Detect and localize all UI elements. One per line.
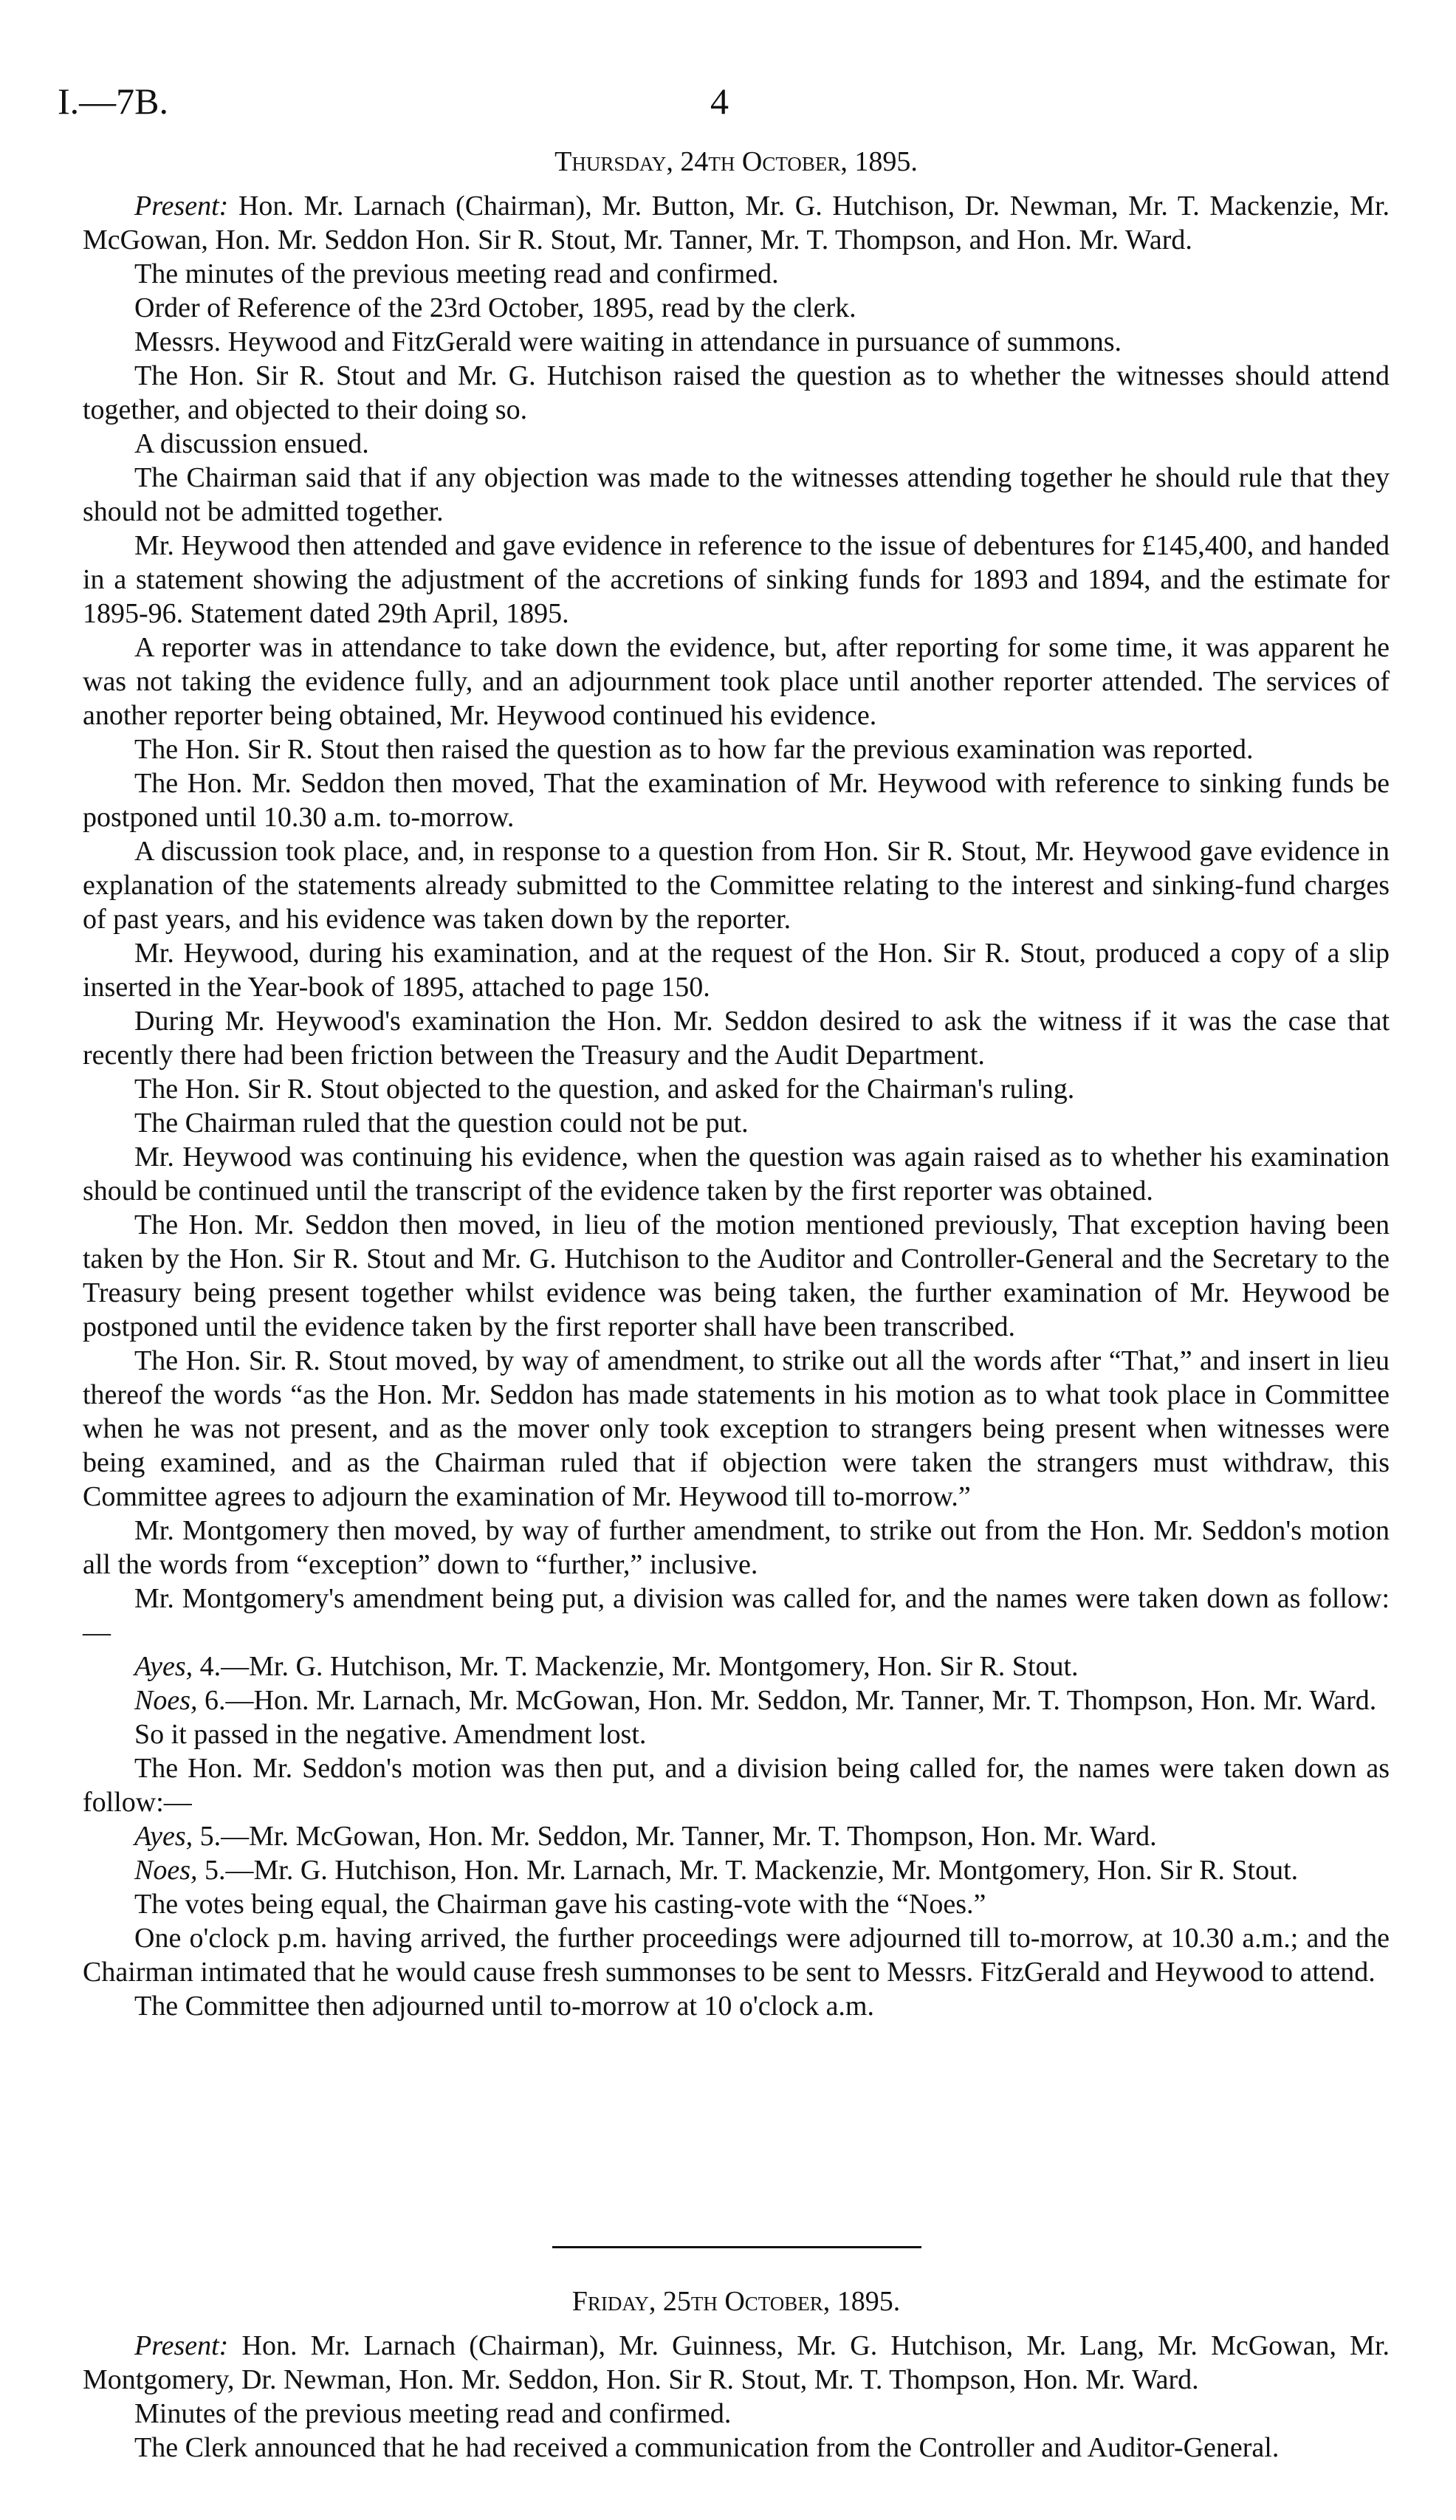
paragraph bbox=[83, 325, 1390, 359]
paragraph bbox=[83, 529, 1390, 631]
paragraph bbox=[83, 834, 1390, 936]
paragraph bbox=[83, 1751, 1390, 1819]
paragraph-text: Hon. Mr. Larnach (Chairman), Mr. Guinness, Mr. G. Hutchison, Mr. Lang, Mr. McGowan, Mr. Montgomery, Dr. Newman, Hon. Mr. Seddon, Hon. Sir R. Stout, Mr. T. Thompson, Hon. Mr. Ward. bbox=[83, 2330, 1390, 2395]
paragraph bbox=[83, 189, 1390, 257]
paragraph bbox=[83, 1344, 1390, 1514]
paragraph-text: The votes being equal, the Chairman gave his casting-vote with the “Noes.” bbox=[134, 1889, 986, 1920]
paragraph bbox=[83, 1887, 1390, 1921]
paragraph-text: A discussion ensued. bbox=[134, 428, 369, 459]
paragraph-lead: Noes, bbox=[134, 1685, 198, 1716]
paragraph bbox=[83, 1106, 1390, 1140]
paragraph-text: The Hon. Sir. R. Stout moved, by way of amendment, to strike out all the words after “That,” and insert in lieu thereof the words “as the Hon. Mr. Seddon has made statements in his motion as to what took place in Committee when he was not present, and as the mover only took exception to strangers being present when witnesses were being examined, and as the Chairman ruled that if objection were taken the strangers must withdraw, this Committee agrees to adjourn the examination of Mr. Heywood till to-morrow.” bbox=[83, 1345, 1390, 1512]
paragraph-text: Order of Reference of the 23rd October, 1895, read by the clerk. bbox=[134, 292, 856, 323]
paragraph-text: Hon. Mr. Larnach (Chairman), Mr. Button, Mr. G. Hutchison, Dr. Newman, Mr. T. Mackenzie, Mr. McGowan, Hon. Mr. Seddon Hon. Sir R. Stout, Mr. Tanner, Mr. T. Thompson, and Hon. Mr. Ward. bbox=[83, 190, 1390, 255]
paragraph bbox=[83, 1004, 1390, 1072]
paragraph-text: The Hon. Sir R. Stout then raised the question as to how far the previous examination was reported. bbox=[134, 734, 1254, 765]
paragraph bbox=[83, 257, 1390, 291]
paragraph-text: The Chairman ruled that the question could not be put. bbox=[134, 1108, 749, 1139]
paragraph bbox=[83, 936, 1390, 1004]
paragraph-text: Messrs. Heywood and FitzGerald were waiting in attendance in pursuance of summons. bbox=[134, 326, 1122, 357]
paragraph bbox=[83, 1208, 1390, 1344]
paragraph-lead: Present: bbox=[134, 2330, 229, 2361]
paragraph-text: A reporter was in attendance to take down the evidence, but, after reporting for some time, it was apparent he was not taking the evidence fully, and an adjournment took place until another reporter attended. The services of another reporter being obtained, Mr. Heywood continued his evidence. bbox=[83, 632, 1390, 731]
page-number: 4 bbox=[710, 80, 729, 122]
paragraph bbox=[83, 1989, 1390, 2023]
paragraph bbox=[83, 1582, 1390, 1649]
paragraph bbox=[83, 2329, 1390, 2397]
section-title: Friday, 25th October, 1895. bbox=[571, 2286, 901, 2317]
paragraph bbox=[83, 1514, 1390, 1582]
paragraph-text: 5.—Mr. McGowan, Hon. Mr. Seddon, Mr. Tanner, Mr. T. Thompson, Hon. Mr. Ward. bbox=[193, 1821, 1157, 1852]
paragraph bbox=[83, 291, 1390, 325]
paragraph-lead: Ayes, bbox=[134, 1821, 193, 1852]
paragraph-text: Mr. Heywood was continuing his evidence, when the question was again raised as to whether his examination should be continued until the transcript of the evidence taken by the first reporter was obtained. bbox=[83, 1141, 1390, 1206]
paragraph bbox=[83, 732, 1390, 766]
paragraph-text: 5.—Mr. G. Hutchison, Hon. Mr. Larnach, Mr. T. Mackenzie, Mr. Montgomery, Hon. Sir R. Stout. bbox=[197, 1855, 1299, 1886]
paragraph bbox=[83, 427, 1390, 461]
paragraph-lead: Ayes, bbox=[134, 1651, 193, 1682]
paragraph-text: During Mr. Heywood's examination the Hon. Mr. Seddon desired to ask the witness if it was the case that recently there had been friction between the Treasury and the Audit Department. bbox=[83, 1006, 1390, 1071]
paragraph-text: The minutes of the previous meeting read and confirmed. bbox=[134, 258, 779, 289]
paragraph-text: 6.—Hon. Mr. Larnach, Mr. McGowan, Hon. Mr. Seddon, Mr. Tanner, Mr. T. Thompson, Hon. Mr. Ward. bbox=[197, 1685, 1377, 1716]
paragraph-text: Mr. Montgomery then moved, by way of further amendment, to strike out from the Hon. Mr. Seddon's motion all the words from “exception” down to “further,” inclusive. bbox=[83, 1515, 1390, 1580]
section-divider bbox=[552, 2246, 921, 2248]
paragraph-text: Mr. Heywood then attended and gave evidence in reference to the issue of debentures for £145,400, and handed in a statement showing the adjustment of the accretions of sinking funds for 1893 and 1894, and the estimate for 1895-96. Statement dated 29th April, 1895. bbox=[83, 530, 1390, 629]
paragraph-text: The Hon. Sir R. Stout and Mr. G. Hutchison raised the question as to whether the witnesses should attend together, and objected to their doing so. bbox=[83, 360, 1390, 425]
paragraph bbox=[83, 2431, 1390, 2465]
section-thursday bbox=[83, 145, 1390, 2023]
paragraph-text: Minutes of the previous meeting read and confirmed. bbox=[134, 2398, 732, 2429]
paragraph bbox=[83, 2397, 1390, 2431]
paragraph bbox=[83, 359, 1390, 427]
paragraph bbox=[83, 461, 1390, 529]
paragraph-text: The Chairman said that if any objection was made to the witnesses attending together he should rule that they should not be admitted together. bbox=[83, 462, 1390, 527]
section-friday bbox=[83, 2284, 1390, 2465]
paragraph-text: The Hon. Mr. Seddon's motion was then put, and a division being called for, the names were taken down as follow:— bbox=[83, 1753, 1390, 1818]
paragraph bbox=[83, 1819, 1390, 1853]
paragraph-text: The Clerk announced that he had received a communication from the Controller and Auditor-General. bbox=[134, 2432, 1280, 2463]
paragraph bbox=[83, 1921, 1390, 1989]
paragraph-text: One o'clock p.m. having arrived, the further proceedings were adjourned till to-morrow, at 10.30 a.m.; and the Chairman intimated that he would cause fresh summonses to be sent to Messrs. FitzGerald and Heywood to attend. bbox=[83, 1923, 1390, 1988]
paragraph bbox=[83, 1683, 1390, 1717]
paragraph-text: The Hon. Sir R. Stout objected to the question, and asked for the Chairman's ruling. bbox=[134, 1074, 1075, 1105]
paragraph-text: Mr. Heywood, during his examination, and at the request of the Hon. Sir R. Stout, produced a copy of a slip inserted in the Year-book of 1895, attached to page 150. bbox=[83, 938, 1390, 1003]
paragraph-text: The Hon. Mr. Seddon then moved, That the examination of Mr. Heywood with reference to sinking funds be postponed until 10.30 a.m. to-morrow. bbox=[83, 768, 1390, 833]
paragraph bbox=[83, 766, 1390, 834]
section-title: Thursday, 24th October, 1895. bbox=[554, 146, 918, 177]
paragraph-lead: Noes, bbox=[134, 1855, 198, 1886]
paragraph bbox=[83, 1072, 1390, 1106]
paragraph-text: The Hon. Mr. Seddon then moved, in lieu of the motion mentioned previously, That exception having been taken by the Hon. Sir R. Stout and Mr. G. Hutchison to the Auditor and Controller-General and the Secretary to the Treasury being present together whilst evidence was being taken, the further examination of Mr. Heywood be postponed until the evidence taken by the first reporter shall have been transcribed. bbox=[83, 1209, 1390, 1342]
paragraph-text: 4.—Mr. G. Hutchison, Mr. T. Mackenzie, Mr. Montgomery, Hon. Sir R. Stout. bbox=[193, 1651, 1079, 1682]
paragraph bbox=[83, 1717, 1390, 1751]
paragraph bbox=[83, 1649, 1390, 1683]
paragraph-lead: Present: bbox=[134, 190, 229, 222]
paragraph bbox=[83, 631, 1390, 732]
paragraph-text: So it passed in the negative. Amendment lost. bbox=[134, 1719, 647, 1750]
paragraph bbox=[83, 1140, 1390, 1208]
paragraph bbox=[83, 1853, 1390, 1887]
paragraph-text: Mr. Montgomery's amendment being put, a division was called for, and the names were taken down as follow:— bbox=[83, 1583, 1390, 1648]
document-reference: I.—7B. bbox=[58, 80, 168, 122]
paragraph-text: A discussion took place, and, in response to a question from Hon. Sir R. Stout, Mr. Heywood gave evidence in explanation of the statements already submitted to the Committee relating to the interest and sinking-fund charges of past years, and his evidence was taken down by the reporter. bbox=[83, 836, 1390, 935]
paragraph-text: The Committee then adjourned until to-morrow at 10 o'clock a.m. bbox=[134, 1991, 874, 2022]
